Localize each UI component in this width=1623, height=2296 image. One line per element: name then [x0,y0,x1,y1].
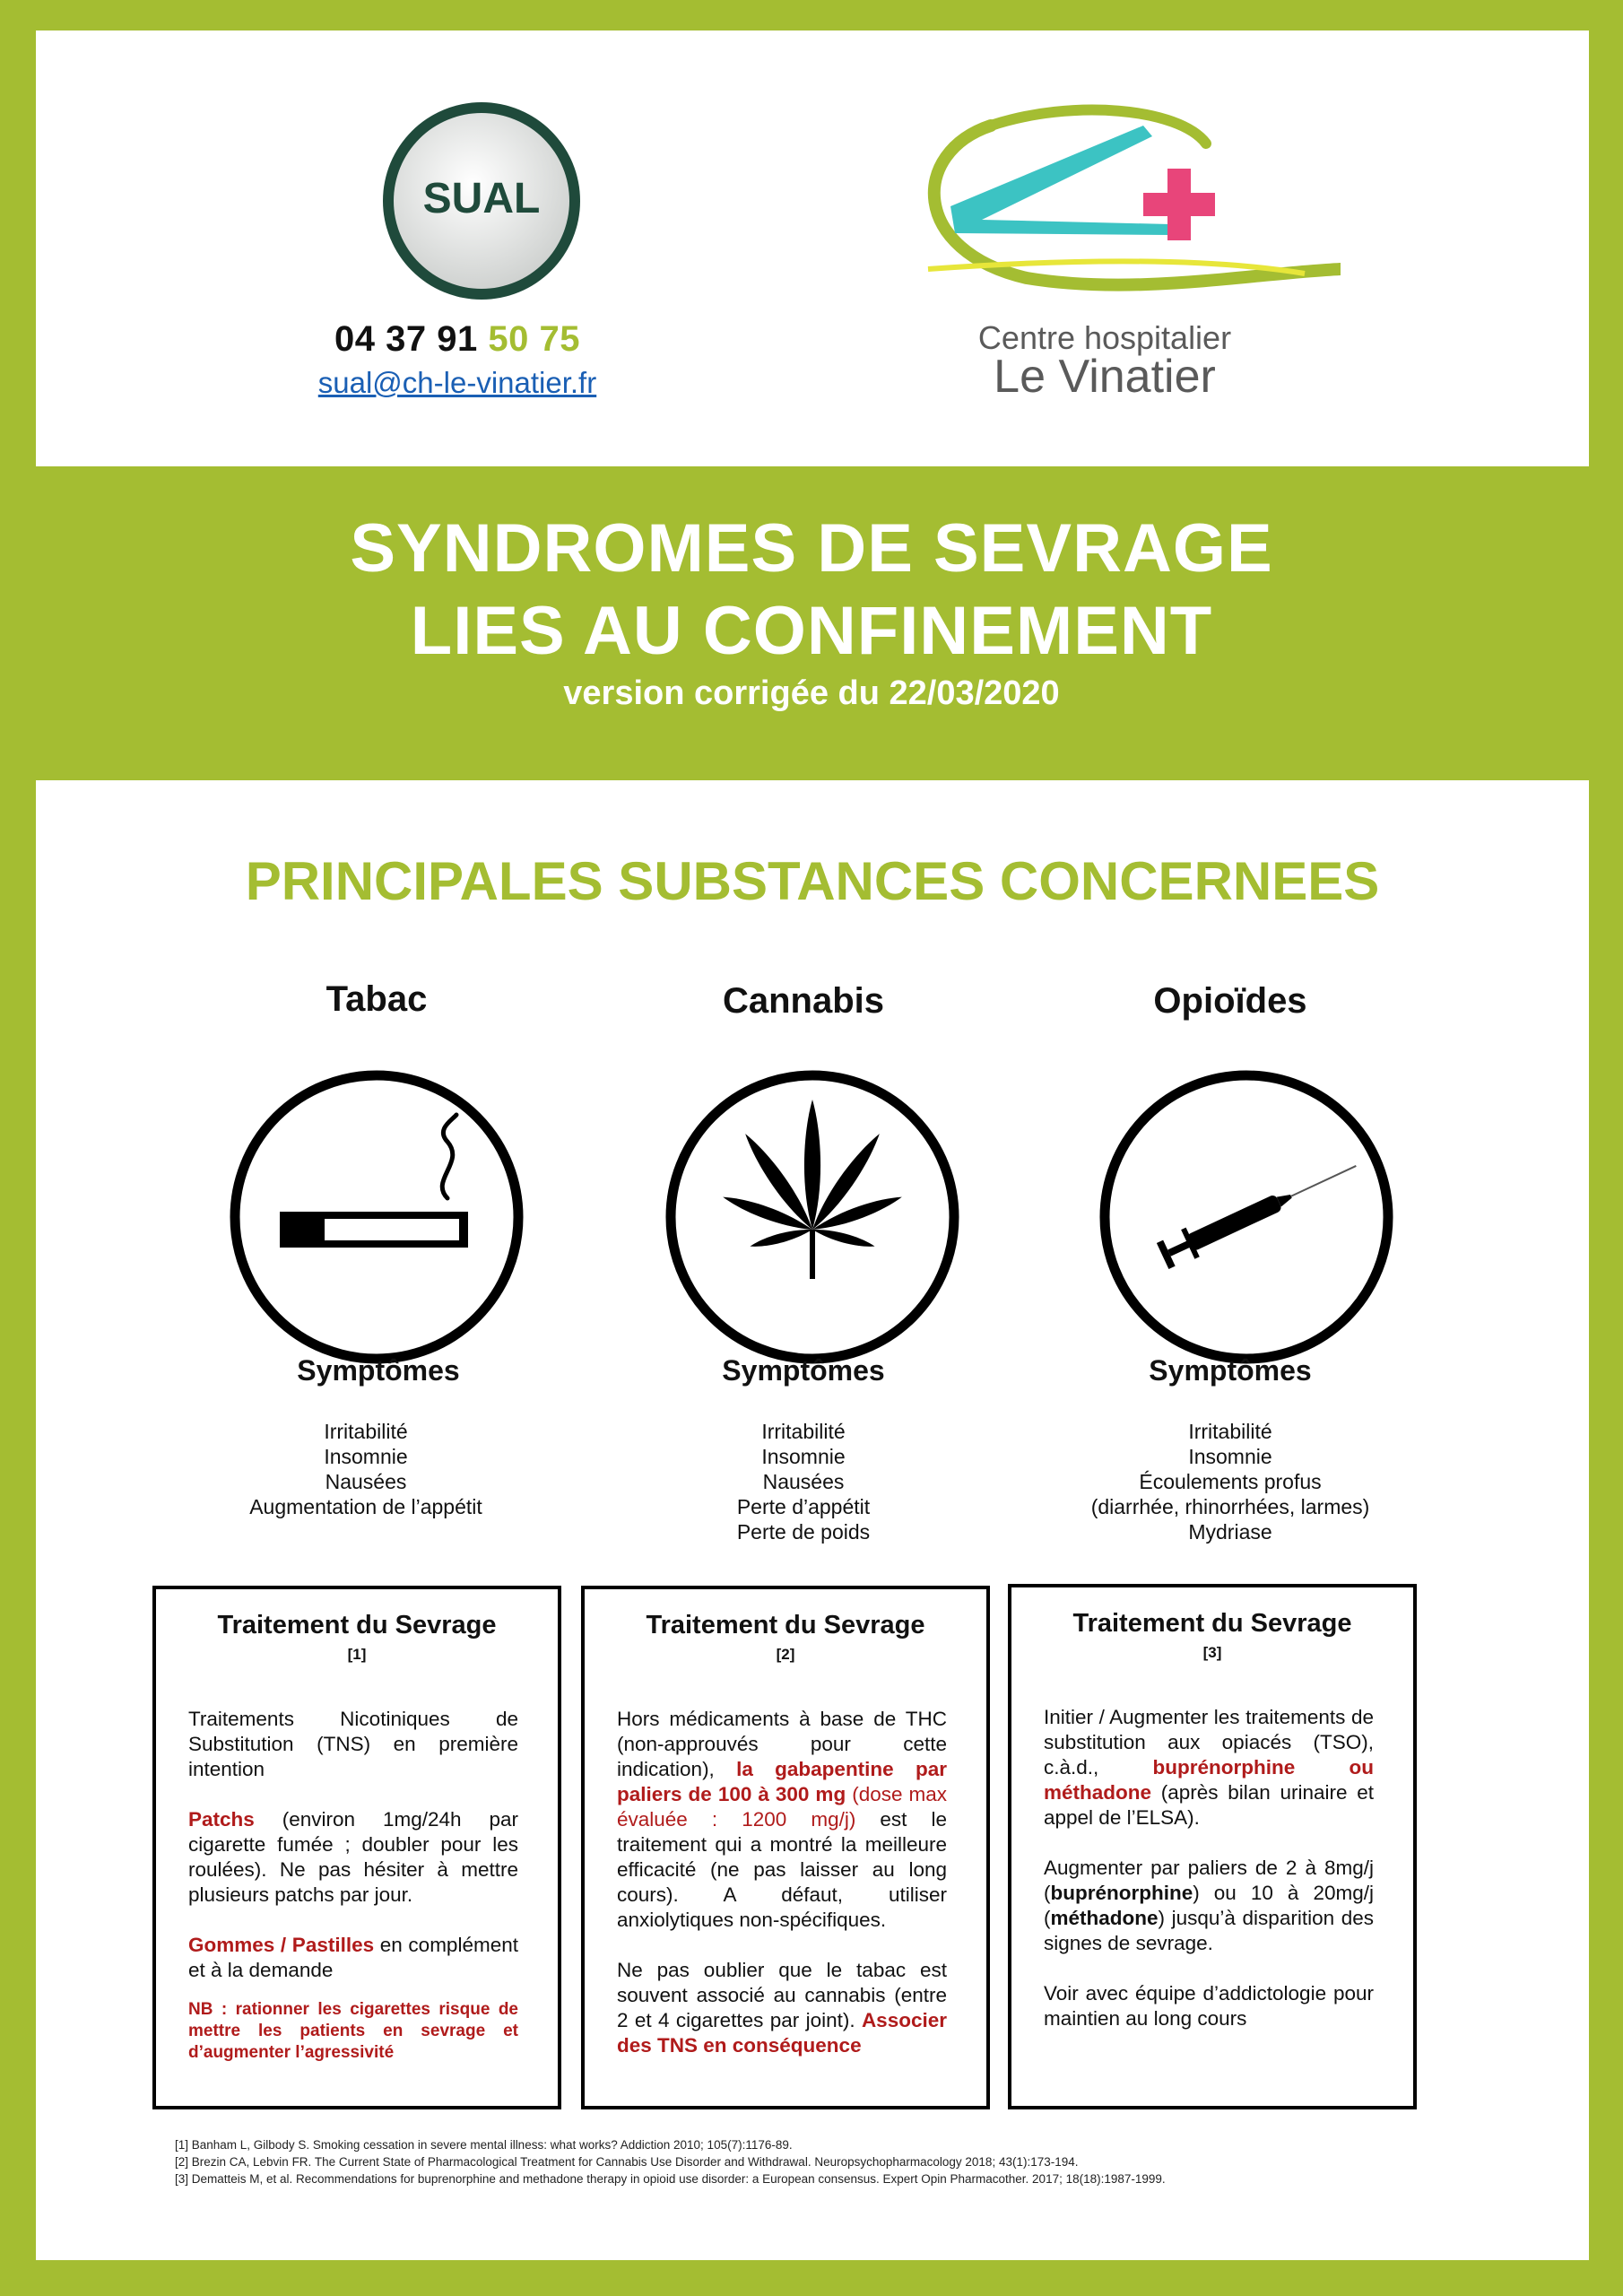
treatment-paragraph [1044,1705,1374,1831]
column-title-cannabis: Cannabis [722,981,885,1021]
list-item: Irritabilité [324,1420,408,1443]
references [175,2136,1166,2187]
phone-number [215,319,699,360]
hospital-name-line1: Centre hospitalier [977,319,1232,356]
hospital-name-line2: Le Vinatier [994,351,1216,403]
highlight-text: Associer des TNS en conséquence [617,2009,947,2057]
list-item: Insomnie [761,1445,846,1468]
treatment-paragraph [617,1707,947,1933]
highlight-text: buprénorphine ou méthadone [1044,1756,1374,1804]
main-panel [36,780,1589,2260]
treatment-paragraph: Traitements Nicotiniques de Substitution (TNS) en première intention [188,1708,518,1780]
body-text: ) jusqu’à disparition des signes de sevrage. [1044,1907,1374,1954]
column-title-opioides: Opioïdes [1153,981,1307,1021]
treatment-paragraph [188,1807,518,1908]
section-title: PRINCIPALES SUBSTANCES CONCERNEES [245,851,1380,911]
body-text: en complément et à la demande [188,1934,518,1981]
phone-part1: 04 37 91 [334,319,478,359]
email-link[interactable]: sual@ch-le-vinatier.fr [317,366,597,399]
list-item: Insomnie [1188,1445,1272,1468]
treatment-ref: [1] [347,1646,367,1663]
treatment-paragraph [1044,1856,1374,1956]
cannabis-leaf-icon [664,1068,961,1366]
list-item: Écoulements profus [1139,1470,1322,1493]
cigarette-icon [228,1068,525,1366]
treatment-body [617,1707,947,2058]
list-item: Insomnie [324,1445,408,1468]
body-text: (après bilan urinaire et appel de l’ELSA). [1044,1781,1374,1829]
body-text: Ne pas oublier que le tabac est souvent associé au cannabis (entre 2 et 4 cigarettes par joint). [617,1959,947,2031]
body-text: (environ 1mg/24h par cigarette fumée ; doubler pour les roulées). Ne pas hésiter à mettre plusieurs patchs par jour. [188,1808,518,1906]
list-item: Irritabilité [1188,1420,1272,1443]
treatment-title: Traitement du Sevrage [1072,1609,1352,1638]
treatment-paragraph [188,1933,518,1983]
treatment-box-cannabis [581,1586,990,2109]
list-item: Nausées [762,1470,845,1493]
body-text: Hors médicaments à base de THC (non-approuvés pour cette indication), [617,1708,947,1780]
phone-part2: 50 75 [488,319,580,359]
treatment-body [1044,1705,1374,2031]
header-panel [36,30,1589,466]
body-text: est le traitement qui a montré la meilleure efficacité (ne pas laisser au long cours). A défaut, utiliser anxiolytiques non-spécifiques. [617,1808,948,1931]
treatment-paragraph: Voir avec équipe d’addictologie pour maintien au long cours [1044,1982,1374,2030]
dose-text: (dose max évaluée : 1200 mg/j) [617,1783,947,1831]
reference-item: [1] Banham L, Gilbody S. Smoking cessation in severe mental illness: what works? Addiction 2010; 105(7):1176-89. [175,2138,793,2152]
highlight-text: Patchs [188,1808,255,1831]
symptoms-list-tabac [142,1419,590,1519]
list-item: Irritabilité [761,1420,846,1443]
reference-item: [2] Brezin CA, Lebvin FR. The Current State of Pharmacological Treatment for Cannabis Use Disorder and Withdrawal. Neuropsychopharmacology 2018; 43(1):173-194. [175,2155,1079,2169]
list-item: Augmentation de l’appétit [249,1495,482,1518]
column-title-tabac: Tabac [325,979,428,1019]
list-item: Perte de poids [736,1520,871,1544]
symptoms-title-tabac: Symptômes [297,1354,460,1387]
treatment-box-opioides [1008,1584,1417,2109]
list-item: Perte d’appétit [736,1495,871,1518]
highlight-text: Gommes / Pastilles [188,1934,375,1956]
drug-name: méthadone [1050,1907,1159,1929]
treatment-ref: [2] [776,1646,795,1663]
main-title-line1: SYNDROMES DE SEVRAGE [350,510,1273,587]
body-text: Augmenter par paliers de 2 à 8mg/j ( [1044,1857,1374,1904]
version-subtitle: version corrigée du 22/03/2020 [563,674,1060,712]
highlight-text: la gabapentine par paliers de 100 à 300 mg [617,1758,947,1805]
treatment-ref: [3] [1202,1644,1222,1661]
main-title-line2: LIES AU CONFINEMENT [410,593,1213,669]
body-text: Initier / Augmenter les traitements de substitution aux opiacés (TSO), c.à.d., [1044,1706,1374,1779]
list-item: (diarrhée, rhinorrhées, larmes) [1090,1495,1370,1518]
treatment-paragraph [617,1958,947,2058]
treatment-title: Traitement du Sevrage [217,1611,497,1639]
treatment-body [188,1707,518,2064]
hospital-logo [874,90,1341,305]
drug-name: buprénorphine [1050,1882,1193,1904]
body-text: ) ou 10 à 20mg/j ( [1044,1882,1374,1929]
reference-item: [3] Dematteis M, et al. Recommendations for buprenorphine and methadone therapy in opioid use disorder: a European consensus. Expert Opin Pharmacother. 2017; 18(18):1987-1999. [175,2172,1166,2186]
syringe-icon [1098,1068,1395,1366]
sual-logo-text: SUAL [422,175,541,222]
sual-logo [378,98,585,304]
nb-warning: NB : rationner les cigarettes risque de mettre les patients en sevrage et d’augmenter l’agressivité [188,2000,518,2062]
treatment-title: Traitement du Sevrage [646,1611,925,1639]
treatment-box-tabac [152,1586,561,2109]
symptoms-list-cannabis [579,1419,1028,1544]
list-item: Nausées [325,1470,407,1493]
symptoms-list-opioides [1006,1419,1454,1544]
symptoms-title-cannabis: Symptômes [722,1354,885,1387]
symptoms-title-opioides: Symptômes [1149,1354,1312,1387]
list-item: Mydriase [1188,1520,1272,1544]
